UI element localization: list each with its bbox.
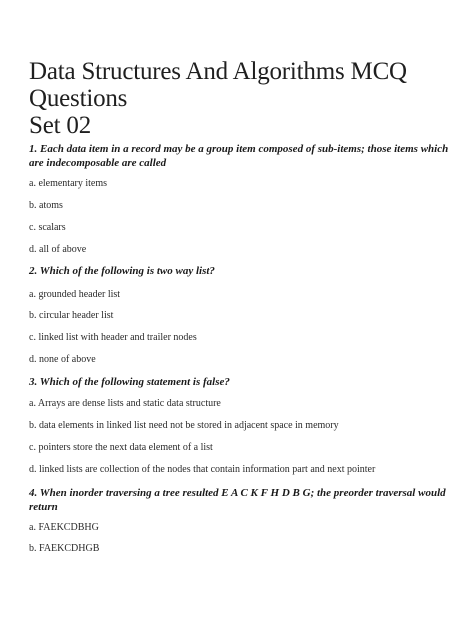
question-2-option-c: c. linked list with header and trailer nodes: [29, 332, 197, 343]
document-title: [29, 58, 449, 139]
question-4-option-b: b. FAEKCDHGB: [29, 543, 100, 554]
title-line-2: Questions: [29, 85, 128, 112]
question-4-option-a: a. FAEKCDBHG: [29, 522, 99, 533]
question-2-option-b: b. circular header list: [29, 310, 114, 321]
question-4: 4. When inorder traversing a tree resulted E A C K F H D B G; the preorder traversal would return: [29, 487, 446, 513]
title-line-3: Set 02: [29, 112, 91, 139]
question-1-option-d: d. all of above: [29, 244, 87, 255]
question-2: 2. Which of the following is two way list?: [29, 265, 215, 277]
question-1: 1. Each data item in a record may be a group item composed of sub-items; those items which are indecomposable are called: [29, 143, 449, 169]
question-3-option-d: d. linked lists are collection of the nodes that contain information part and next pointer: [29, 464, 376, 475]
question-3-option-c: c. pointers store the next data element of a list: [29, 442, 213, 453]
question-3-option-a: a. Arrays are dense lists and static data structure: [29, 398, 221, 409]
question-2-option-a: a. grounded header list: [29, 289, 121, 300]
question-3-option-b: b. data elements in linked list need not be stored in adjacent space in memory: [29, 420, 339, 431]
title-line-1: Data Structures And Algorithms MCQ: [29, 58, 407, 85]
question-3: 3. Which of the following statement is false?: [29, 376, 230, 388]
question-1-option-c: c. scalars: [29, 222, 66, 233]
question-2-option-d: d. none of above: [29, 354, 96, 365]
question-1-option-b: b. atoms: [29, 200, 63, 211]
question-1-option-a: a. elementary items: [29, 178, 108, 189]
